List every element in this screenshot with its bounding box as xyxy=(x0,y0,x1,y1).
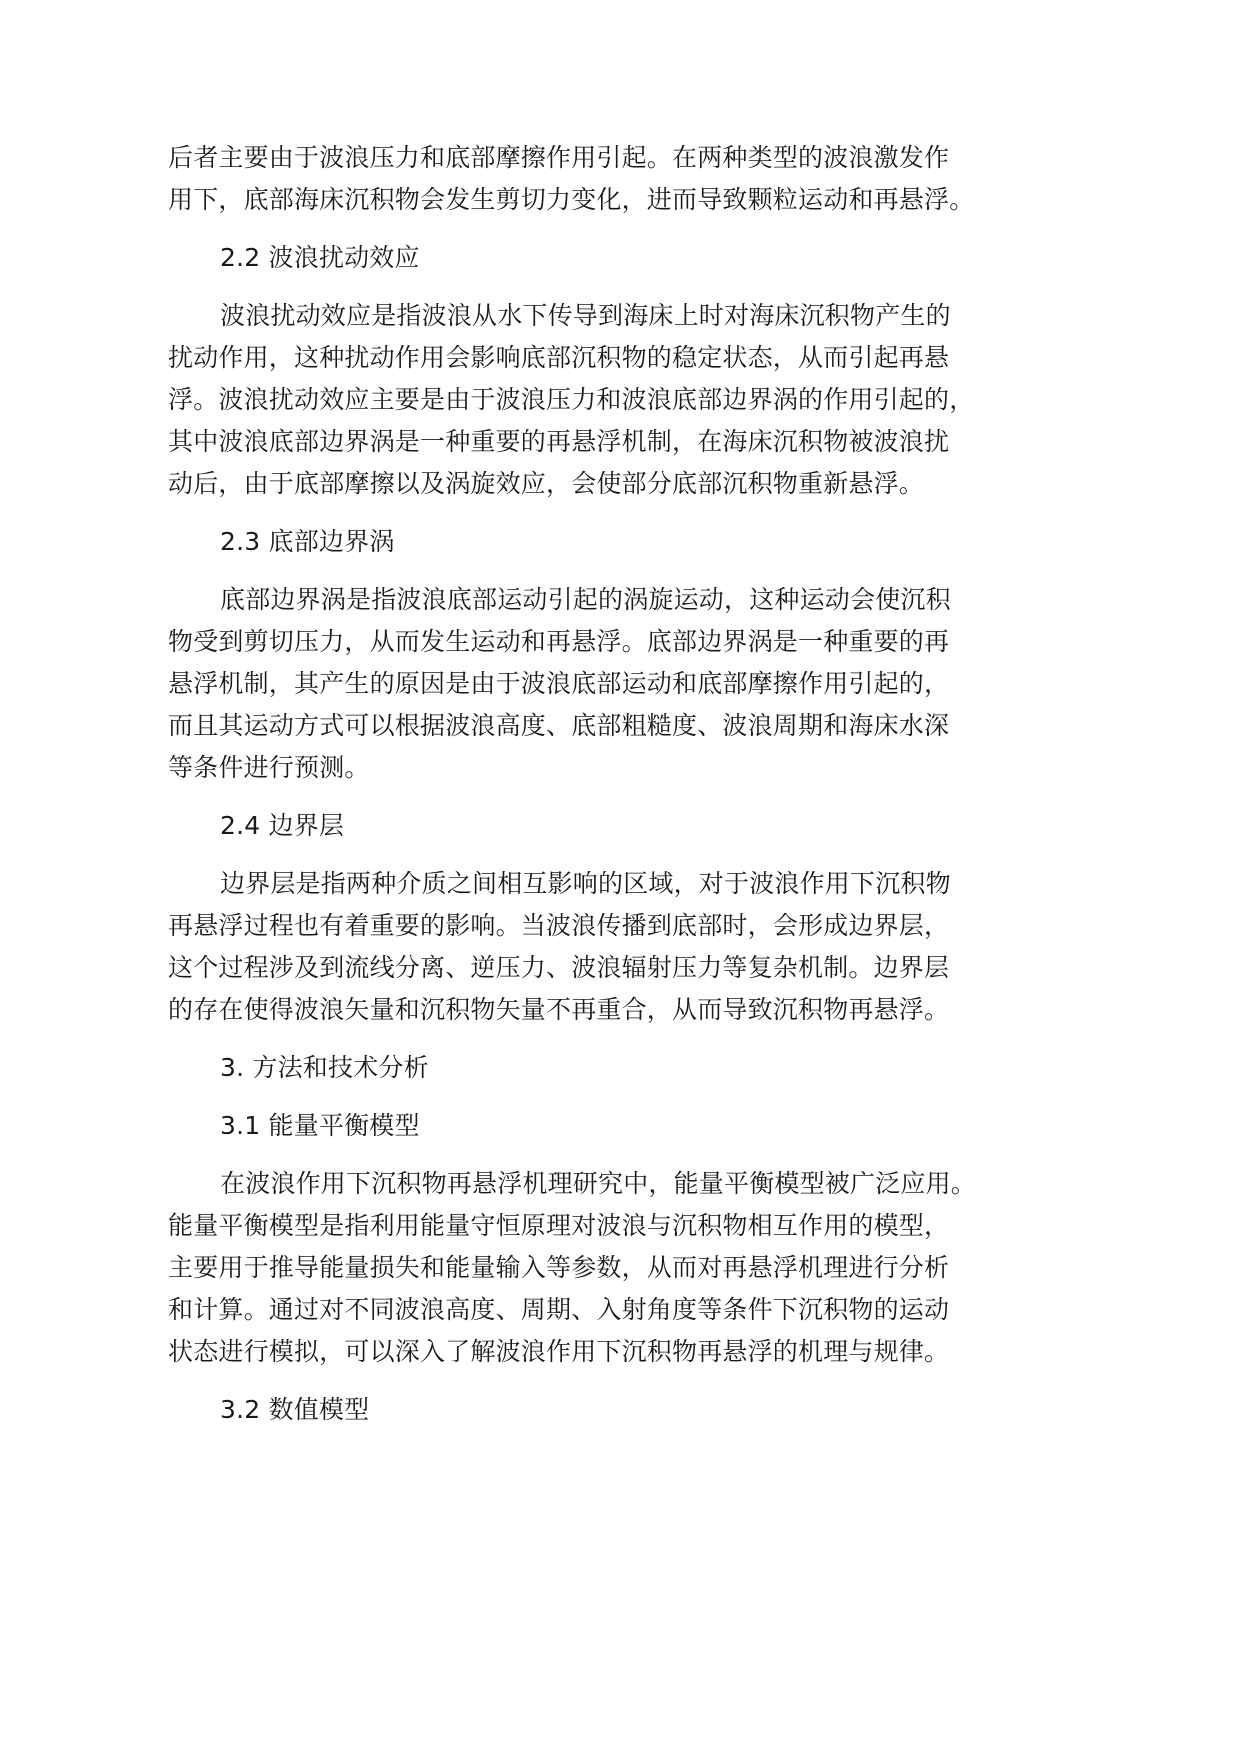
body-text-line: 物受到剪切压力，从而发生运动和再悬浮。底部边界涡是一种重要的再 xyxy=(168,627,950,656)
section-heading-3-2: 3.2 数值模型 xyxy=(220,1395,370,1424)
body-text-line: 边界层是指两种介质之间相互影响的区域，对于波浪作用下沉积物 xyxy=(220,869,951,898)
body-text-line: 底部边界涡是指波浪底部运动引起的涡旋运动，这种运动会使沉积 xyxy=(220,585,951,614)
body-text-line: 扰动作用，这种扰动作用会影响底部沉积物的稳定状态，从而引起再悬 xyxy=(168,343,950,372)
body-text-line: 的存在使得波浪矢量和沉积物矢量不再重合，从而导致沉积物再悬浮。 xyxy=(168,995,950,1024)
body-text-line: 后者主要由于波浪压力和底部摩擦作用引起。在两种类型的波浪激发作 xyxy=(168,143,950,172)
body-text-line: 悬浮机制，其产生的原因是由于波浪底部运动和底部摩擦作用引起的， xyxy=(168,669,950,698)
section-heading-2-2: 2.2 波浪扰动效应 xyxy=(220,243,420,272)
body-text-line: 而且其运动方式可以根据波浪高度、底部粗糙度、波浪周期和海床水深 xyxy=(168,711,950,740)
body-text-line: 状态进行模拟，可以深入了解波浪作用下沉积物再悬浮的机理与规律。 xyxy=(168,1337,950,1366)
body-text-line: 主要用于推导能量损失和能量输入等参数，从而对再悬浮机理进行分析 xyxy=(168,1253,950,1282)
body-text-line: 其中波浪底部边界涡是一种重要的再悬浮机制，在海床沉积物被波浪扰 xyxy=(168,427,950,456)
body-text-line: 和计算。通过对不同波浪高度、周期、入射角度等条件下沉积物的运动 xyxy=(168,1295,950,1324)
body-text-line: 动后，由于底部摩擦以及涡旋效应，会使部分底部沉积物重新悬浮。 xyxy=(168,469,925,498)
body-text-line: 能量平衡模型是指利用能量守恒原理对波浪与沉积物相互作用的模型， xyxy=(168,1211,950,1240)
section-heading-2-3: 2.3 底部边界涡 xyxy=(220,527,395,556)
body-text-line: 波浪扰动效应是指波浪从水下传导到海床上时对海床沉积物产生的 xyxy=(220,301,951,330)
body-text-line: 浮。波浪扰动效应主要是由于波浪压力和波浪底部边界涡的作用引起的， xyxy=(168,385,975,414)
body-text-line: 再悬浮过程也有着重要的影响。当波浪传播到底部时，会形成边界层， xyxy=(168,911,950,940)
body-text-line: 用下，底部海床沉积物会发生剪切力变化，进而导致颗粒运动和再悬浮。 xyxy=(168,185,975,214)
body-text-line: 在波浪作用下沉积物再悬浮机理研究中，能量平衡模型被广泛应用。 xyxy=(220,1169,977,1198)
section-heading-3: 3. 方法和技术分析 xyxy=(220,1053,429,1082)
body-text-line: 这个过程涉及到流线分离、逆压力、波浪辐射压力等复杂机制。边界层 xyxy=(168,953,950,982)
body-text-line: 等条件进行预测。 xyxy=(168,753,370,782)
section-heading-3-1: 3.1 能量平衡模型 xyxy=(220,1111,420,1140)
section-heading-2-4: 2.4 边界层 xyxy=(220,811,345,840)
